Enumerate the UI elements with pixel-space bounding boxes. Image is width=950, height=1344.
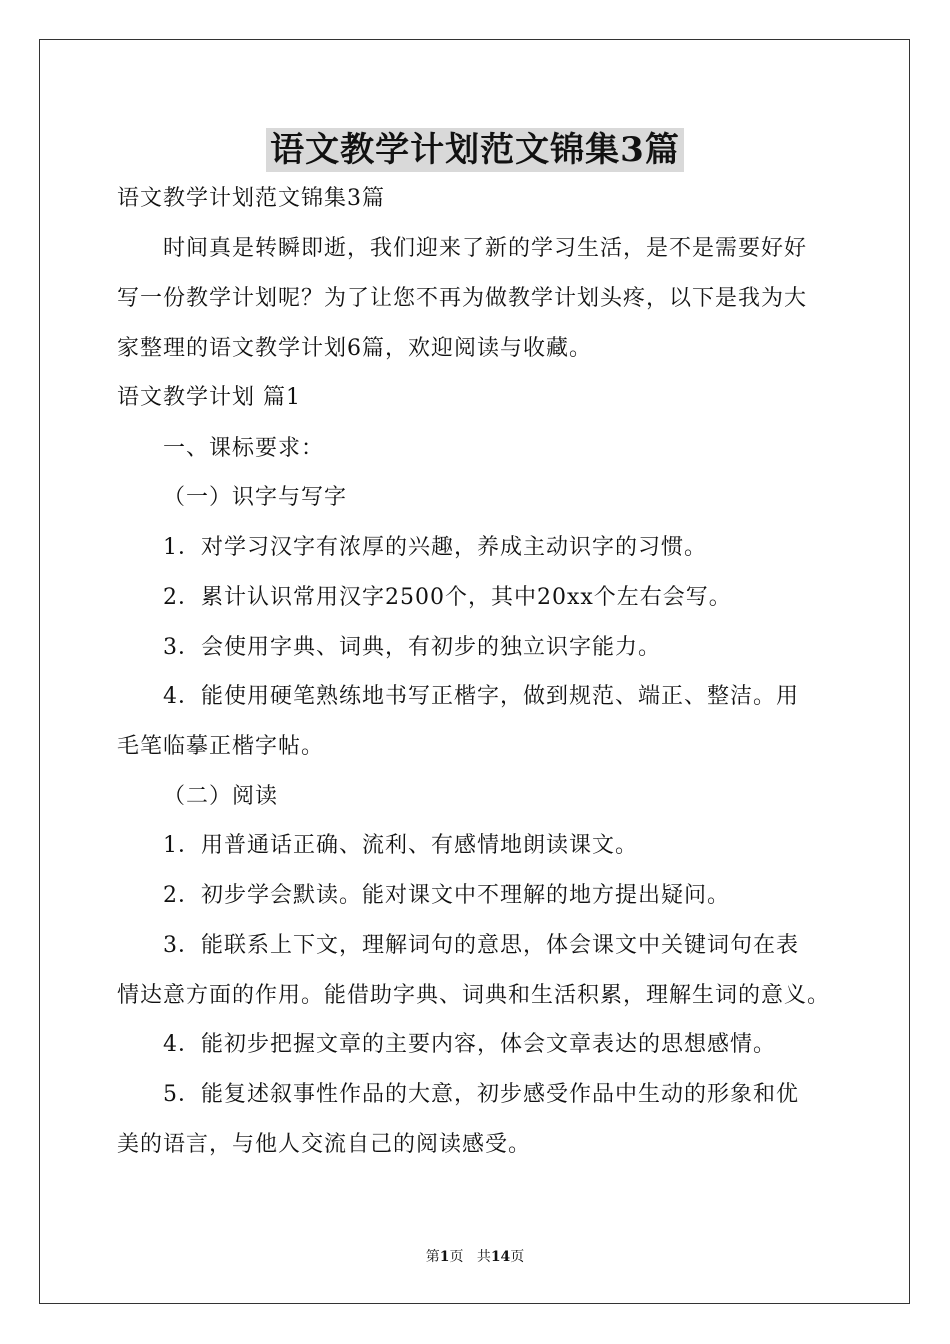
footer-total-suffix: 页 xyxy=(510,1249,525,1265)
body-line: 语文教学计划范文锦集3篇 xyxy=(117,186,385,211)
section-heading: 语文教学计划 篇1 xyxy=(117,385,301,410)
page-footer xyxy=(0,1247,950,1267)
body-line: 美的语言，与他人交流自己的阅读感受。 xyxy=(117,1132,532,1157)
body-line: 写一份教学计划呢？为了让您不再为做教学计划头疼，以下是我为大 xyxy=(117,286,808,311)
body-line: （一）识字与写字 xyxy=(163,485,348,510)
body-line: 4．能初步把握文章的主要内容，体会文章表达的思想感情。 xyxy=(163,1032,776,1057)
body-line: 3．能联系上下文，理解词句的意思，体会课文中关键词句在表 xyxy=(163,933,799,958)
body-line: 毛笔临摹正楷字帖。 xyxy=(117,734,325,759)
footer-page-suffix: 页 xyxy=(449,1249,464,1265)
body-line: 一、课标要求： xyxy=(163,436,325,461)
footer-total-pages: 14 xyxy=(490,1249,511,1265)
page-frame xyxy=(39,39,910,1304)
footer-total-prefix: 共 xyxy=(476,1249,491,1265)
document-title: 语文教学计划范文锦集3篇 xyxy=(266,128,684,172)
body-line: （二）阅读 xyxy=(163,784,279,809)
body-line: 2．累计认识常用汉字2500个，其中20xx个左右会写。 xyxy=(163,585,732,610)
body-line: 3．会使用字典、词典，有初步的独立识字能力。 xyxy=(163,635,661,660)
footer-page-number: 1 xyxy=(439,1249,450,1265)
body-line: 2．初步学会默读。能对课文中不理解的地方提出疑问。 xyxy=(163,883,730,908)
footer-page-prefix: 第 xyxy=(425,1249,440,1265)
body-line: 1．对学习汉字有浓厚的兴趣，养成主动识字的习惯。 xyxy=(163,535,707,560)
body-line: 情达意方面的作用。能借助字典、词典和生活积累，理解生词的意义。 xyxy=(117,983,831,1008)
body-line: 1．用普通话正确、流利、有感情地朗读课文。 xyxy=(163,833,638,858)
body-line: 4．能使用硬笔熟练地书写正楷字，做到规范、端正、整洁。用 xyxy=(163,684,799,709)
body-line: 家整理的语文教学计划6篇，欢迎阅读与收藏。 xyxy=(117,336,592,361)
body-line: 时间真是转瞬即逝，我们迎来了新的学习生活，是不是需要好好 xyxy=(163,236,808,261)
body-line: 5．能复述叙事性作品的大意，初步感受作品中生动的形象和优 xyxy=(163,1082,799,1107)
title-wrap xyxy=(0,128,950,172)
